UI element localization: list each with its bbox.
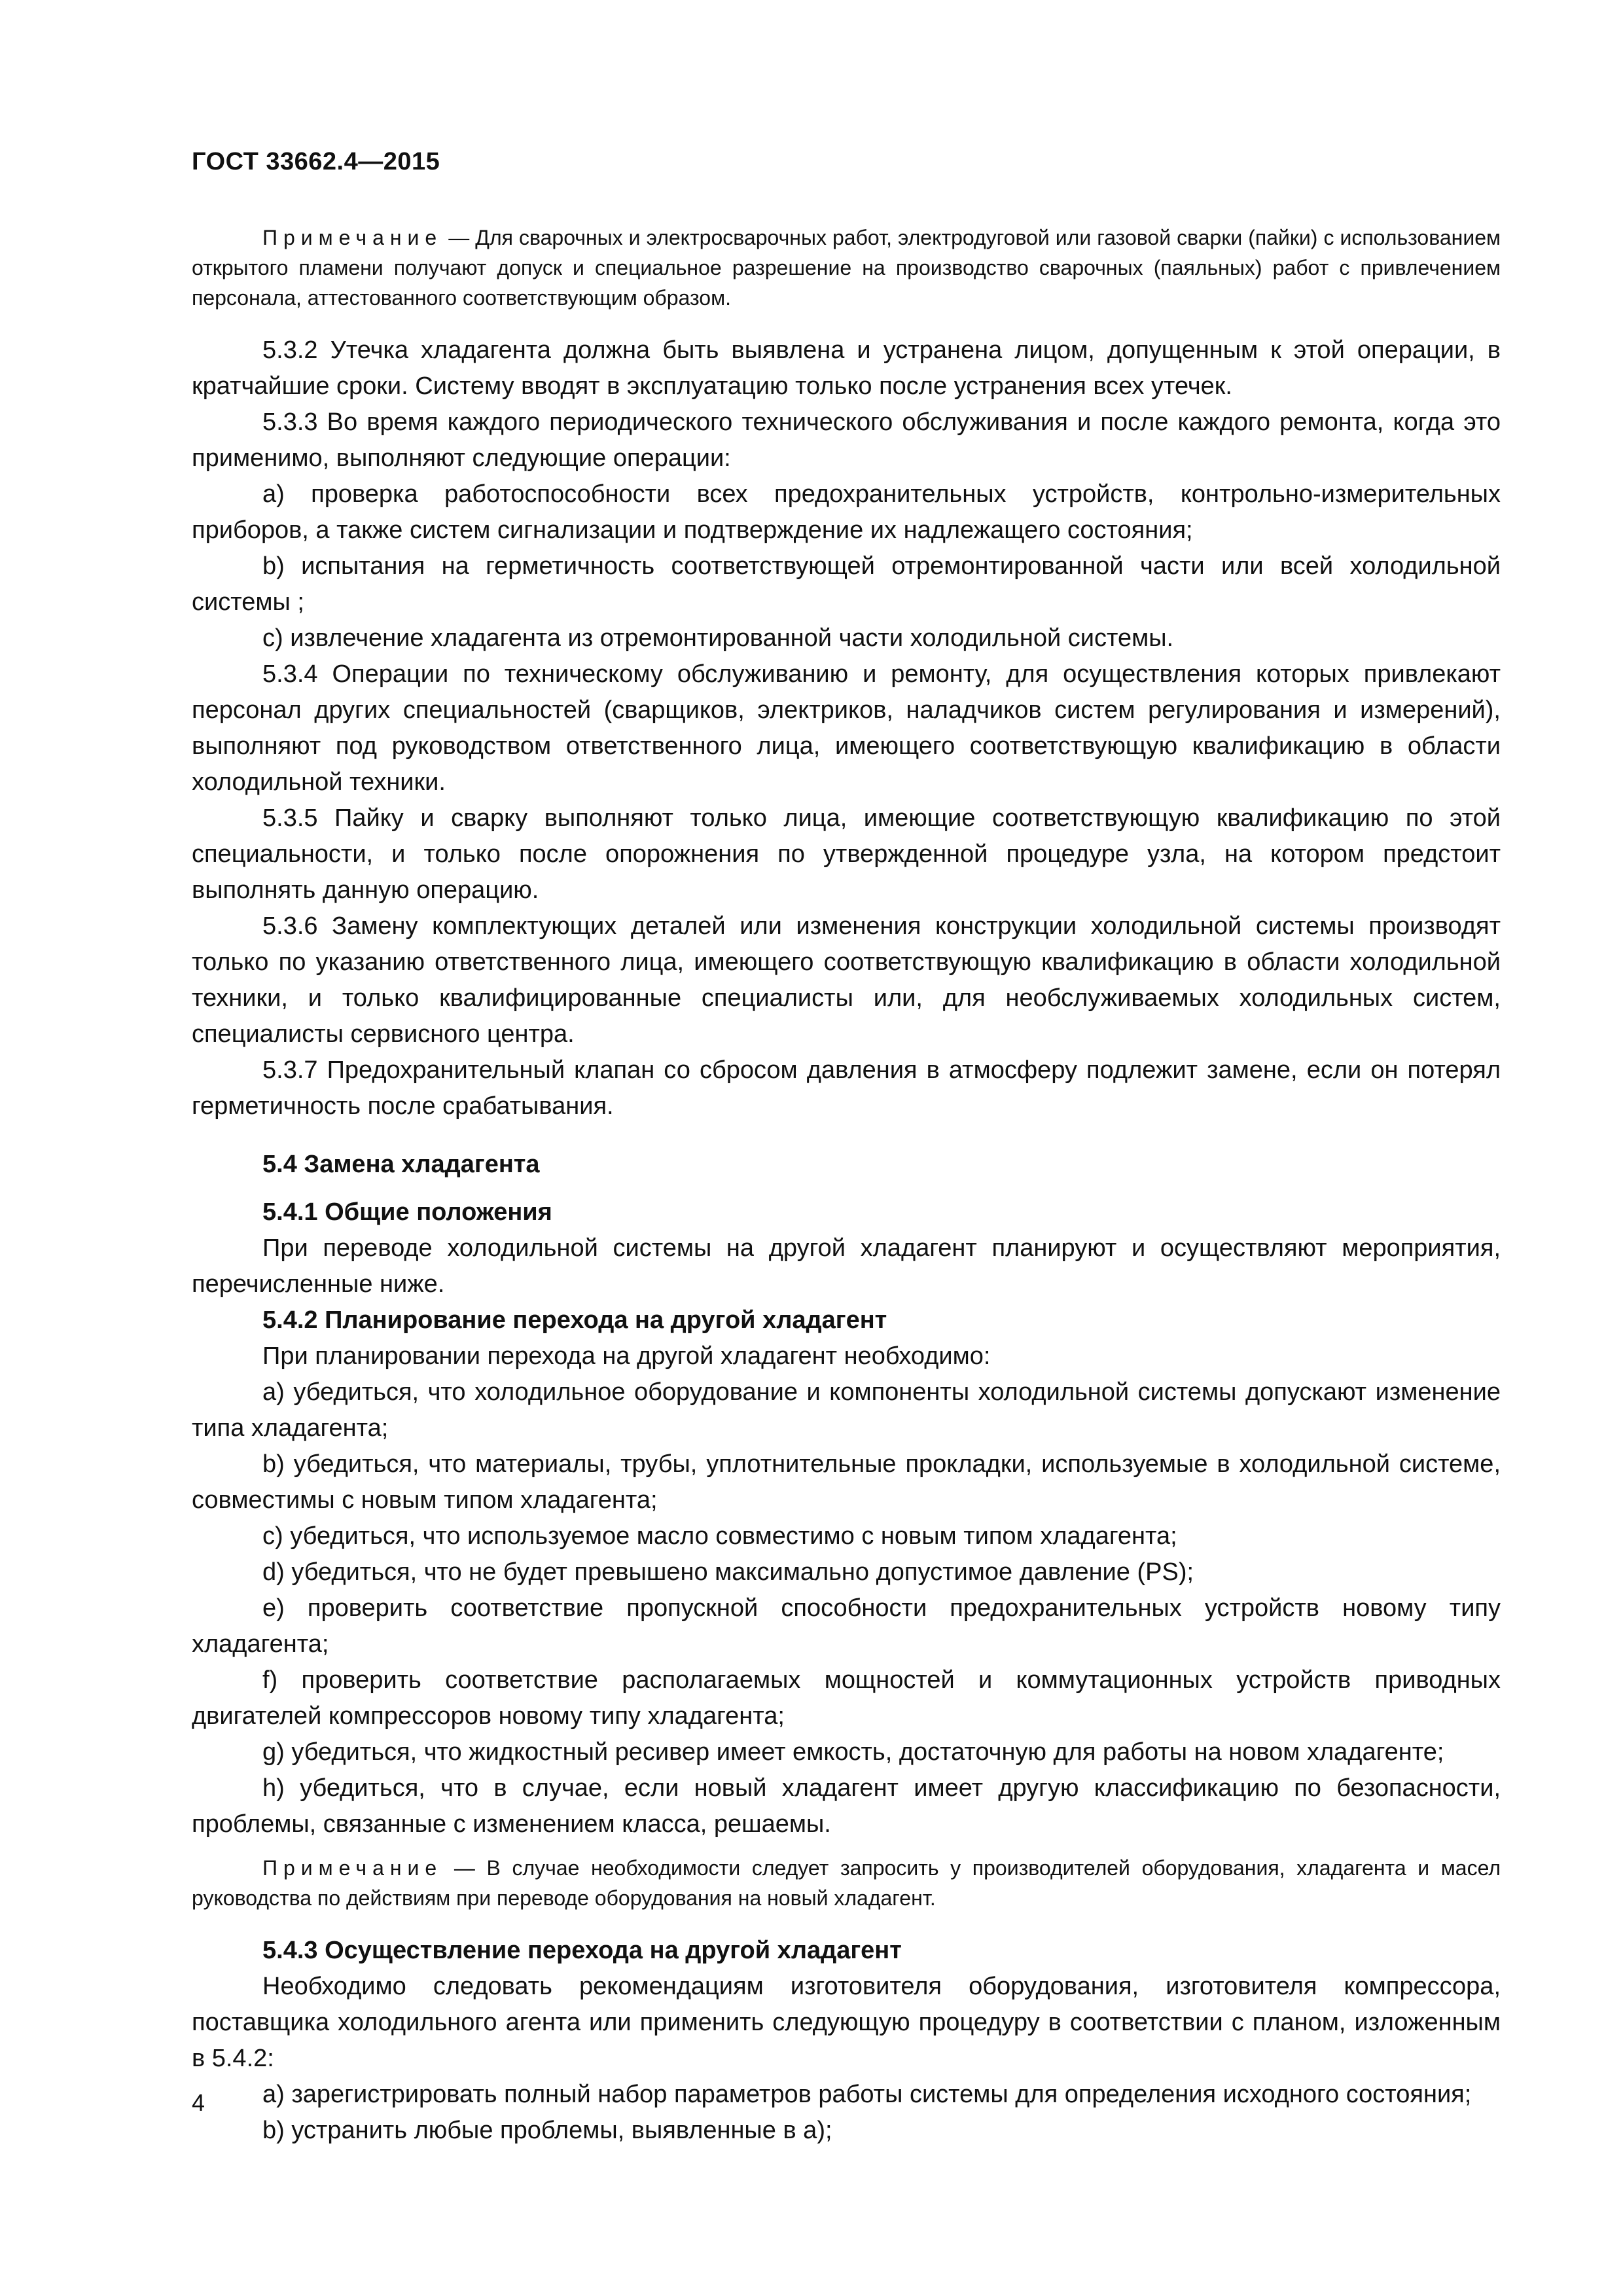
paragraph-5-3-5: 5.3.5 Пайку и сварку выполняют только лица, имеющие соответствующую квалификацию по этой специальности, и только после опорожнения по утвержденной процедуре узла, на котором предстоит выполнять данную операцию. xyxy=(192,804,1501,904)
list-item-5-4-2-e: e) проверить соответствие пропускной способности предохранительных устройств новому типу хладагента; xyxy=(192,1594,1501,1658)
spacer xyxy=(192,1842,1501,1853)
paragraph-5-3-3: 5.3.3 Во время каждого периодического технического обслуживания и после каждого ремонта, когда это применимо, выполняют следующие операции: xyxy=(192,408,1501,472)
page-number: 4 xyxy=(192,2089,205,2116)
note-refrigerant xyxy=(192,1853,1501,1913)
list-item-5-4-2-b: b) убедиться, что материалы, трубы, уплотнительные прокладки, используемые в холодильной системе, совместимы с новым типом хладагента; xyxy=(192,1450,1501,1514)
note-label: Примечание xyxy=(262,226,443,249)
list-item-5-3-3-c: c) извлечение хладагента из отремонтированной части холодильной системы. xyxy=(262,624,1174,652)
paragraph-5-4-1: При переводе холодильной системы на другой хладагент планируют и осуществляют мероприятия, перечисленные ниже. xyxy=(192,1234,1501,1298)
paragraph-5-3-6: 5.3.6 Замену комплектующих деталей или изменения конструкции холодильной системы производят только по указанию ответственного лица, имеющего соответствующую квалификацию в области холодильной техники, и только квалифицированные специалисты или, для необслуживаемых холодильных систем, специалисты сервисного центра. xyxy=(192,912,1501,1048)
list-item-5-3-3-b: b) испытания на герметичность соответствующей отремонтированной части или всей холодильной системы ; xyxy=(192,552,1501,616)
subsection-heading-5-4-3: 5.4.3 Осуществление перехода на другой хладагент xyxy=(262,1937,902,1964)
list-item-5-4-3-b: b) устранить любые проблемы, выявленные в a); xyxy=(262,2117,832,2144)
list-item-5-4-2-f: f) проверить соответствие располагаемых мощностей и коммутационных устройств приводных двигателей компрессоров новому типу хладагента; xyxy=(192,1666,1501,1730)
paragraph-5-3-2: 5.3.2 Утечка хладагента должна быть выявлена и устранена лицом, допущенным к этой операции, в кратчайшие сроки. Систему вводят в эксплуатацию только после устранения всех утечек. xyxy=(192,336,1501,400)
document-code: ГОСТ 33662.4—2015 xyxy=(192,148,440,175)
note-text: — В случае необходимости следует запросить у производителей оборудования, хладагента и масел руководства по действиям при переводе оборудования на новый хладагент. xyxy=(192,1856,1501,1910)
paragraph-5-3-4: 5.3.4 Операции по техническому обслуживанию и ремонту, для осуществления которых привлекают персонал других специальностей (сварщиков, электриков, наладчиков систем регулирования и измерений), выполняют под руководством ответственного лица, имеющего соответствующую квалификацию в области холодильной техники. xyxy=(192,660,1501,796)
list-item-5-4-2-d: d) убедиться, что не будет превышено максимально допустимое давление (PS); xyxy=(262,1558,1194,1586)
note-text: — Для сварочных и электросварочных работ, электродуговой или газовой сварки (пайки) с использованием открытого пламени получают допуск и специальное разрешение на производство сварочных (паяльных) работ с привлечением персонала, аттестованного соответствующим образом. xyxy=(192,226,1501,310)
list-item-5-3-3-a: a) проверка работоспособности всех предохранительных устройств, контрольно-измерительных приборов, а также систем сигнализации и подтверждение их надлежащего состояния; xyxy=(192,480,1501,544)
paragraph-5-3-7: 5.3.7 Предохранительный клапан со сбросом давления в атмосферу подлежит замене, если он потерял герметичность после срабатывания. xyxy=(192,1056,1501,1120)
list-item-5-4-2-g: g) убедиться, что жидкостный ресивер имеет емкость, достаточную для работы на новом хладагенте; xyxy=(262,1738,1444,1766)
list-item-5-4-2-a: a) убедиться, что холодильное оборудование и компоненты холодильной системы допускают изменение типа хладагента; xyxy=(192,1378,1501,1442)
subsection-heading-5-4-1: 5.4.1 Общие положения xyxy=(262,1198,552,1226)
note-label: Примечание xyxy=(262,1856,443,1880)
list-item-5-4-3-a: a) зарегистрировать полный набор параметров работы системы для определения исходного состояния; xyxy=(262,2081,1472,2108)
list-item-5-4-2-c: c) убедиться, что используемое масло совместимо с новым типом хладагента; xyxy=(262,1522,1177,1550)
paragraph-5-4-3: Необходимо следовать рекомендациям изготовителя оборудования, изготовителя компрессора, поставщика холодильного агента или применить следующую процедуру в соответствии с планом, изложенным в 5.4.2: xyxy=(192,1973,1501,2072)
paragraph-5-4-2-intro: При планировании перехода на другой хладагент необходимо: xyxy=(262,1342,991,1370)
note-welding xyxy=(192,223,1501,313)
list-item-5-4-2-h: h) убедиться, что в случае, если новый хладагент имеет другую классификацию по безопасности, проблемы, связанные с изменением класса, решаемы. xyxy=(192,1774,1501,1838)
subsection-heading-5-4-2: 5.4.2 Планирование перехода на другой хладагент xyxy=(262,1306,887,1334)
section-heading-5-4: 5.4 Замена хладагента xyxy=(262,1151,540,1178)
page-body xyxy=(192,223,1501,2149)
